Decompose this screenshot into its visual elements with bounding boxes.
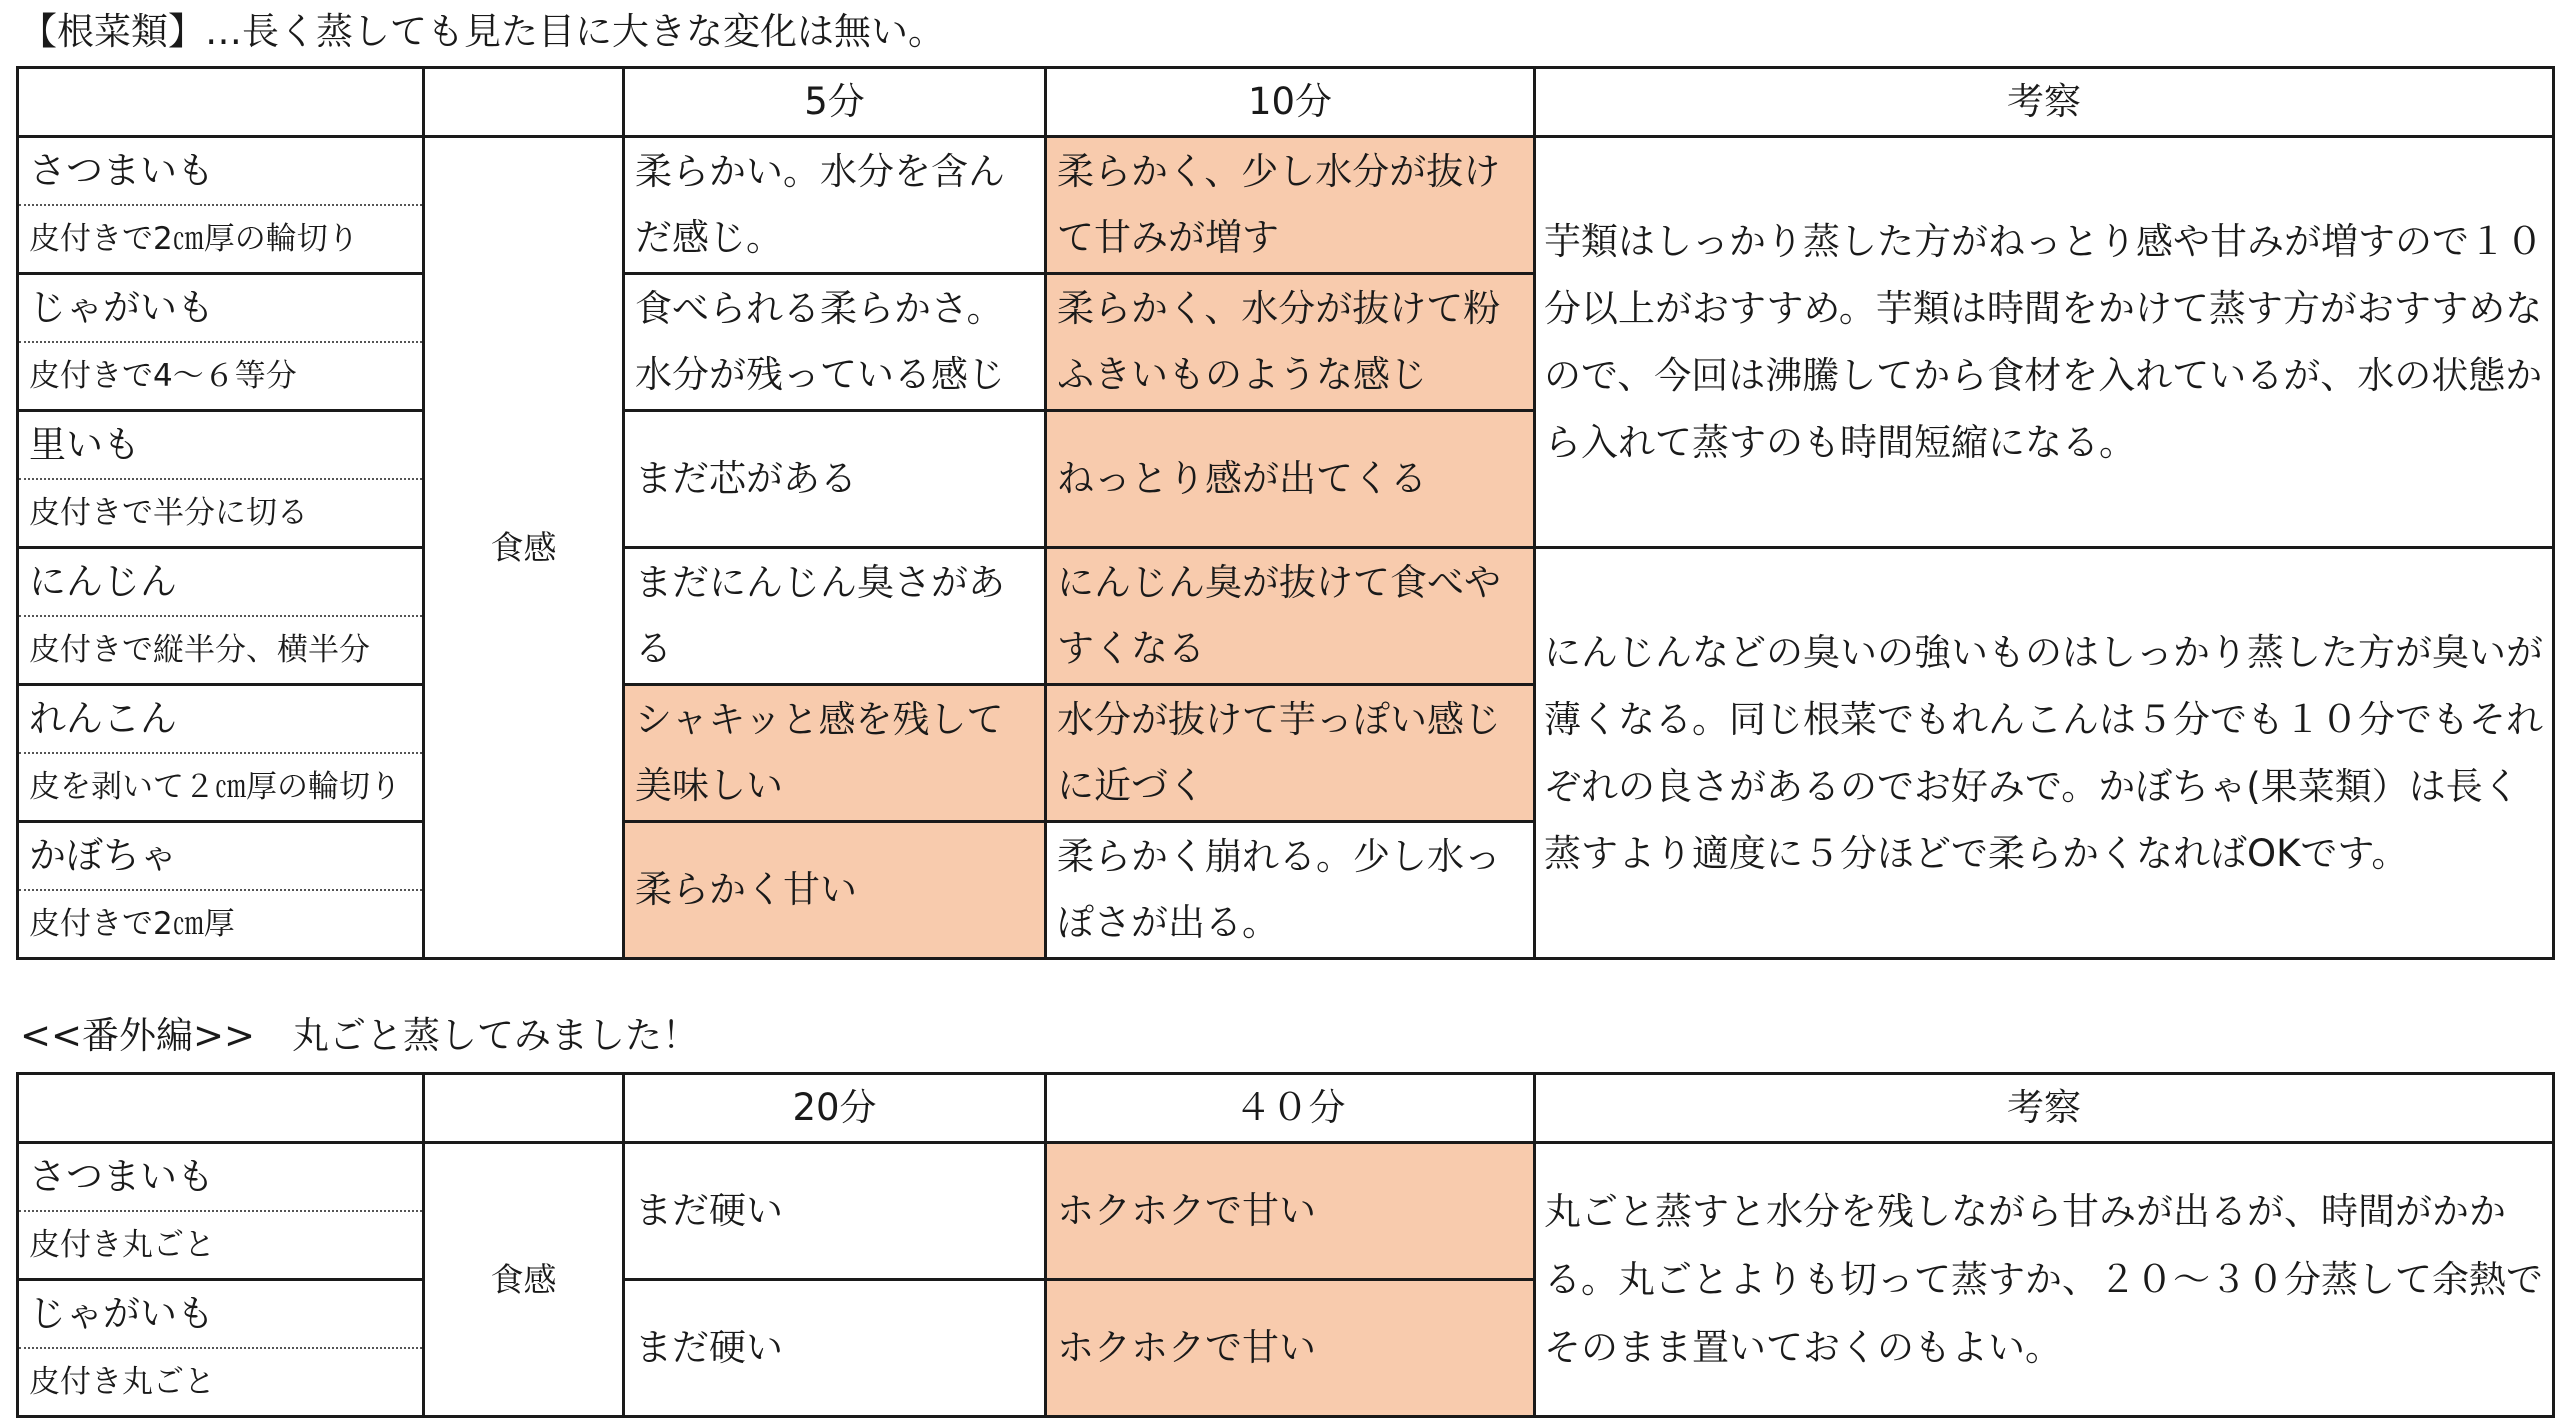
- header-aspect: [424, 1074, 624, 1143]
- table-row: [18, 548, 2554, 617]
- result-5min: シャキッと感を残して美味しい: [624, 685, 1046, 822]
- header-vegetable: [18, 68, 424, 137]
- preparation-note: 皮を剥いて２㎝厚の輪切り: [18, 753, 424, 822]
- header-10min: 10分: [1046, 68, 1535, 137]
- vegetable-name: さつまいも: [18, 1143, 424, 1212]
- header-observation: 考察: [1535, 68, 2554, 137]
- preparation-note: 皮付きで4～６等分: [18, 342, 424, 411]
- header-40min: ４０分: [1046, 1074, 1535, 1143]
- preparation-note: 皮付き丸ごと: [18, 1348, 424, 1417]
- header-5min: 5分: [624, 68, 1046, 137]
- vegetable-name: にんじん: [18, 548, 424, 617]
- root-vegetable-steaming-table: [16, 66, 2555, 960]
- table-header-row: [18, 1074, 2554, 1143]
- preparation-note: 皮付き丸ごと: [18, 1211, 424, 1280]
- result-5min: 柔らかい。水分を含んだ感じ。: [624, 137, 1046, 274]
- vegetable-name: じゃがいも: [18, 1280, 424, 1349]
- vegetable-name: さつまいも: [18, 137, 424, 206]
- section-title-root-vegetables: 【根菜類】…長く蒸しても見た目に大きな変化は無い。: [20, 10, 945, 53]
- result-5min: 柔らかく甘い: [624, 822, 1046, 959]
- result-10min: にんじん臭が抜けて食べやすくなる: [1046, 548, 1535, 685]
- vegetable-name: じゃがいも: [18, 274, 424, 343]
- result-10min: ねっとり感が出てくる: [1046, 411, 1535, 548]
- result-40min: ホクホクで甘い: [1046, 1143, 1535, 1280]
- result-10min: 柔らかく、少し水分が抜けて甘みが増す: [1046, 137, 1535, 274]
- result-20min: まだ硬い: [624, 1280, 1046, 1417]
- table-header-row: [18, 68, 2554, 137]
- observation-whole: 丸ごと蒸すと水分を残しながら甘みが出るが、時間がかかる。丸ごとよりも切って蒸すか、２０～３０分蒸して余熱でそのまま置いておくのもよい。: [1535, 1143, 2554, 1417]
- vegetable-name: 里いも: [18, 411, 424, 480]
- header-20min: 20分: [624, 1074, 1046, 1143]
- table-row: [18, 137, 2554, 206]
- preparation-note: 皮付きで縦半分、横半分: [18, 616, 424, 685]
- result-40min: ホクホクで甘い: [1046, 1280, 1535, 1417]
- result-5min: 食べられる柔らかさ。水分が残っている感じ: [624, 274, 1046, 411]
- aspect-label: 食感: [424, 137, 624, 959]
- result-10min: 水分が抜けて芋っぽい感じに近づく: [1046, 685, 1535, 822]
- vegetable-name: かぼちゃ: [18, 822, 424, 891]
- whole-steamed-table: [16, 1072, 2555, 1418]
- preparation-note: 皮付きで2㎝厚: [18, 890, 424, 959]
- section-title-whole-steamed: <<番外編>> 丸ごと蒸してみました！: [20, 1014, 700, 1057]
- result-5min: まだ芯がある: [624, 411, 1046, 548]
- preparation-note: 皮付きで2㎝厚の輪切り: [18, 205, 424, 274]
- vegetable-name: れんこん: [18, 685, 424, 754]
- preparation-note: 皮付きで半分に切る: [18, 479, 424, 548]
- aspect-label: 食感: [424, 1143, 624, 1417]
- header-aspect: [424, 68, 624, 137]
- observation-carrot-lotus-pumpkin: にんじんなどの臭いの強いものはしっかり蒸した方が臭いが薄くなる。同じ根菜でもれんこんは５分でも１０分でもそれぞれの良さがあるのでお好みで。かぼちゃ(果菜類）は長く蒸すより適度に５分ほどで柔らかくなればOKです。: [1535, 548, 2554, 959]
- result-5min: まだにんじん臭さがある: [624, 548, 1046, 685]
- header-observation: 考察: [1535, 1074, 2554, 1143]
- header-vegetable: [18, 1074, 424, 1143]
- result-10min: 柔らかく崩れる。少し水っぽさが出る。: [1046, 822, 1535, 959]
- observation-tubers: 芋類はしっかり蒸した方がねっとり感や甘みが増すので１０分以上がおすすめ。芋類は時間をかけて蒸す方がおすすめなので、今回は沸騰してから食材を入れているが、水の状態から入れて蒸すのも時間短縮になる。: [1535, 137, 2554, 548]
- table-row: [18, 1143, 2554, 1212]
- result-10min: 柔らかく、水分が抜けて粉ふきいものような感じ: [1046, 274, 1535, 411]
- result-20min: まだ硬い: [624, 1143, 1046, 1280]
